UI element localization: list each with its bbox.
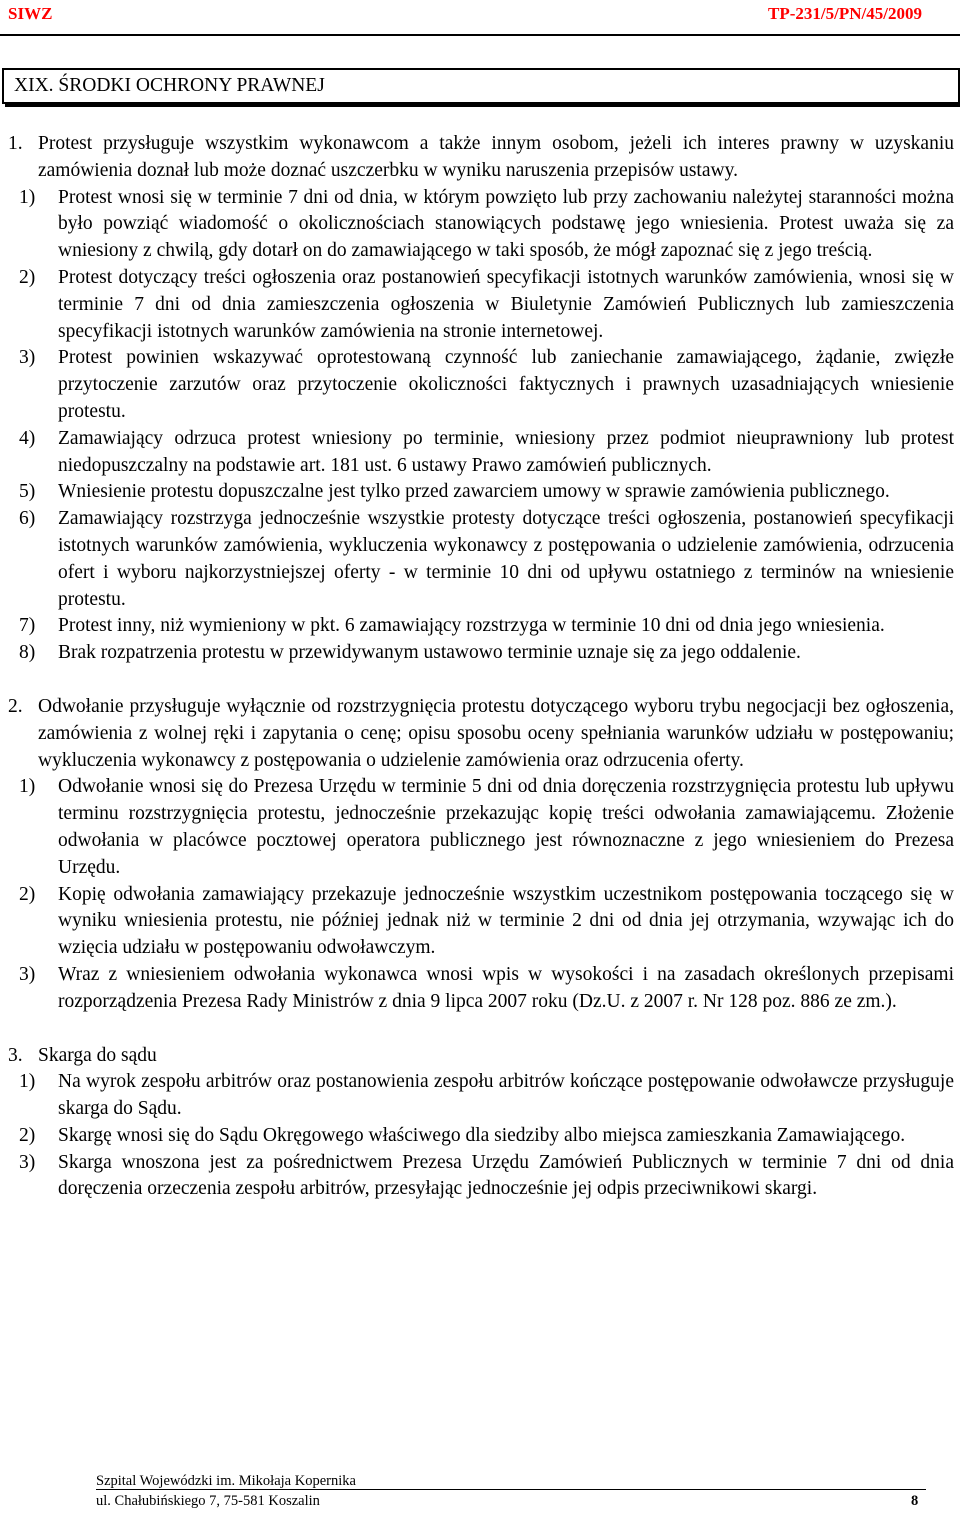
page-number: 8	[911, 1493, 919, 1509]
paragraph-1	[0, 131, 960, 185]
item-text: Protest wnosi się w terminie 7 dni od dnia, w którym powzięto lub przy zachowaniu należytej staranności można było powziąć wiadomość o okolicznościach stanowiących podstawę jego wniesienia. Protest uważa się za wniesiony z chwilą, gdy dotarł on do zamawiającego w taki sposób, że mógł zapoznać się z jego treścią.	[58, 186, 954, 262]
paragraph-text: Skarga do sądu	[38, 1044, 157, 1066]
paragraph-3	[0, 1043, 960, 1070]
spacer	[0, 667, 960, 694]
paragraph-text: Protest przysługuje wszystkim wykonawcom a także innym osobom, jeżeli ich interes prawny w uzyskaniu zamówienia doznał lub może doznać uszczerbku w wyniku naruszenia przepisów ustawy.	[38, 133, 954, 181]
item-number: 2)	[19, 883, 36, 905]
item-number: 2)	[19, 1124, 36, 1146]
item-text: Skarga wnoszona jest za pośrednictwem Prezesa Urzędu Zamówień Publicznych w terminie 7 dni od dnia doręczenia orzeczenia zespołu arbitrów, przesyłając jednocześnie jej odpis przeciwnikowi skargi.	[58, 1151, 954, 1200]
item-number: 3)	[19, 1151, 36, 1173]
list-item	[0, 774, 960, 881]
header-left-title: SIWZ	[8, 4, 53, 23]
list-item	[0, 265, 960, 345]
item-number: 3)	[19, 963, 36, 985]
item-number: 6)	[19, 508, 36, 530]
paragraph-2	[0, 694, 960, 774]
section-title-box	[2, 68, 960, 104]
paragraph-number: 2.	[8, 695, 23, 717]
item-number: 1)	[19, 1071, 36, 1093]
item-text: Odwołanie wnosi się do Prezesa Urzędu w terminie 5 dni od dnia doręczenia rozstrzygnięcia protestu lub upływu terminu rozstrzygnięcia protestu, jednocześnie przekazując kopię treści odwołania zamawiającemu. Złożenie odwołania w placówce pocztowej operatora publicznego jest równoznaczne z jego wniesieniem do Prezesa Urzędu.	[58, 776, 954, 878]
list-item	[0, 1123, 960, 1150]
list-item	[0, 506, 960, 613]
item-number: 7)	[19, 615, 36, 637]
item-text: Zamawiający rozstrzyga jednocześnie wszystkie protesty dotyczące treści ogłoszenia, postanowień specyfikacji istotnych warunków zamówienia, wykluczenia wykonawcy z postępowania o udzielenie zamówienia, odrzucenia ofert i wyboru najkorzystniejszej oferty - w terminie 10 dni od upływu ostatniego z terminów na wniesienie protestu.	[58, 508, 954, 610]
list-item	[0, 640, 960, 667]
item-text: Kopię odwołania zamawiający przekazuje jednocześnie wszystkim uczestnikom postępowania toczącego się w wyniku wniesienia protestu, nie później jednak niż w terminie 2 dni od dnia jej otrzymania, wzywając ich do wzięcia udziału w postępowaniu odwoławczym.	[58, 883, 954, 959]
list-item	[0, 613, 960, 640]
item-text: Zamawiający odrzuca protest wniesiony po terminie, wniesiony przez podmiot nieuprawniony lub protest niedopuszczalny na podstawie art. 181 ust. 6 ustawy Prawo zamówień publicznych.	[58, 427, 954, 476]
paragraph-number: 1.	[8, 133, 23, 154]
item-number: 5)	[19, 481, 36, 503]
item-text: Protest dotyczący treści ogłoszenia oraz postanowień specyfikacji istotnych warunków zamówienia, wnosi się w terminie 7 dni od dnia zamieszczenia ogłoszenia w Biuletynie Zamówień Publicznych lub zamieszczenia specyfikacji istotnych warunków zamówienia na stronie internetowej.	[58, 266, 954, 342]
list-item	[0, 1150, 960, 1204]
list-item	[0, 345, 960, 425]
item-text: Na wyrok zespołu arbitrów oraz postanowienia zespołu arbitrów kończące postępowanie odwoławcze przysługuje skarga do Sądu.	[58, 1071, 954, 1120]
header-rule	[0, 34, 960, 36]
item-text: Brak rozpatrzenia protestu w przewidywanym ustawowo terminie uznaje się za jego oddalenie.	[58, 642, 801, 664]
header-document-number: TP-231/5/PN/45/2009	[768, 4, 922, 23]
paragraph-text: Odwołanie przysługuje wyłącznie od rozstrzygnięcia protestu dotyczącego wyboru trybu negocjacji bez ogłoszenia, zamówienia z wolnej ręki i zapytania o cenę; opisu sposobu oceny spełniania warunków udziału w postępowaniu; wykluczenia wykonawcy z postępowania o udzielenie zamówienia oraz odrzucenia oferty.	[38, 695, 954, 771]
item-text: Wraz z wniesieniem odwołania wykonawca wnosi wpis w wysokości i na zasadach określonych przepisami rozporządzenia Prezesa Rady Ministrów z dnia 9 lipca 2007 roku (Dz.U. z 2007 r. Nr 128 poz. 886 ze zm.).	[58, 963, 954, 1012]
document-body	[0, 131, 960, 1203]
item-text: Protest powinien wskazywać oprotestowaną czynność lub zaniechanie zamawiającego, żądanie, zwięzłe przytoczenie zarzutów oraz przytoczenie okoliczności faktycznych i prawnych uzasadniających wniesienie protestu.	[58, 347, 954, 422]
page-header	[0, 0, 960, 36]
item-number: 2)	[19, 266, 36, 288]
item-number: 4)	[19, 427, 36, 449]
item-number: 1)	[19, 776, 36, 798]
footer-address: ul. Chałubińskiego 7, 75-581 Koszalin	[96, 1493, 320, 1509]
item-number: 3)	[19, 347, 36, 369]
footer-institution: Szpital Wojewódzki im. Mikołaja Kopernika	[96, 1473, 356, 1489]
list-item	[0, 882, 960, 962]
item-number: 8)	[19, 642, 36, 664]
list-item	[0, 185, 960, 265]
list-item	[0, 962, 960, 1016]
list-item	[0, 1069, 960, 1123]
list-item	[0, 479, 960, 506]
spacer	[0, 1016, 960, 1043]
footer-rule	[96, 1489, 926, 1490]
item-text: Wniesienie protestu dopuszczalne jest tylko przed zawarciem umowy w sprawie zamówienia publicznego.	[58, 481, 890, 503]
item-text: Skargę wnosi się do Sądu Okręgowego właściwego dla siedziby albo miejsca zamieszkania Zamawiającego.	[58, 1124, 906, 1146]
list-item	[0, 426, 960, 480]
paragraph-number: 3.	[8, 1044, 23, 1066]
item-number: 1)	[19, 186, 36, 208]
item-text: Protest inny, niż wymieniony w pkt. 6 zamawiający rozstrzyga w terminie 10 dni od dnia jego wniesienia.	[58, 615, 885, 637]
section-title: XIX. ŚRODKI OCHRONY PRAWNEJ	[14, 75, 325, 96]
